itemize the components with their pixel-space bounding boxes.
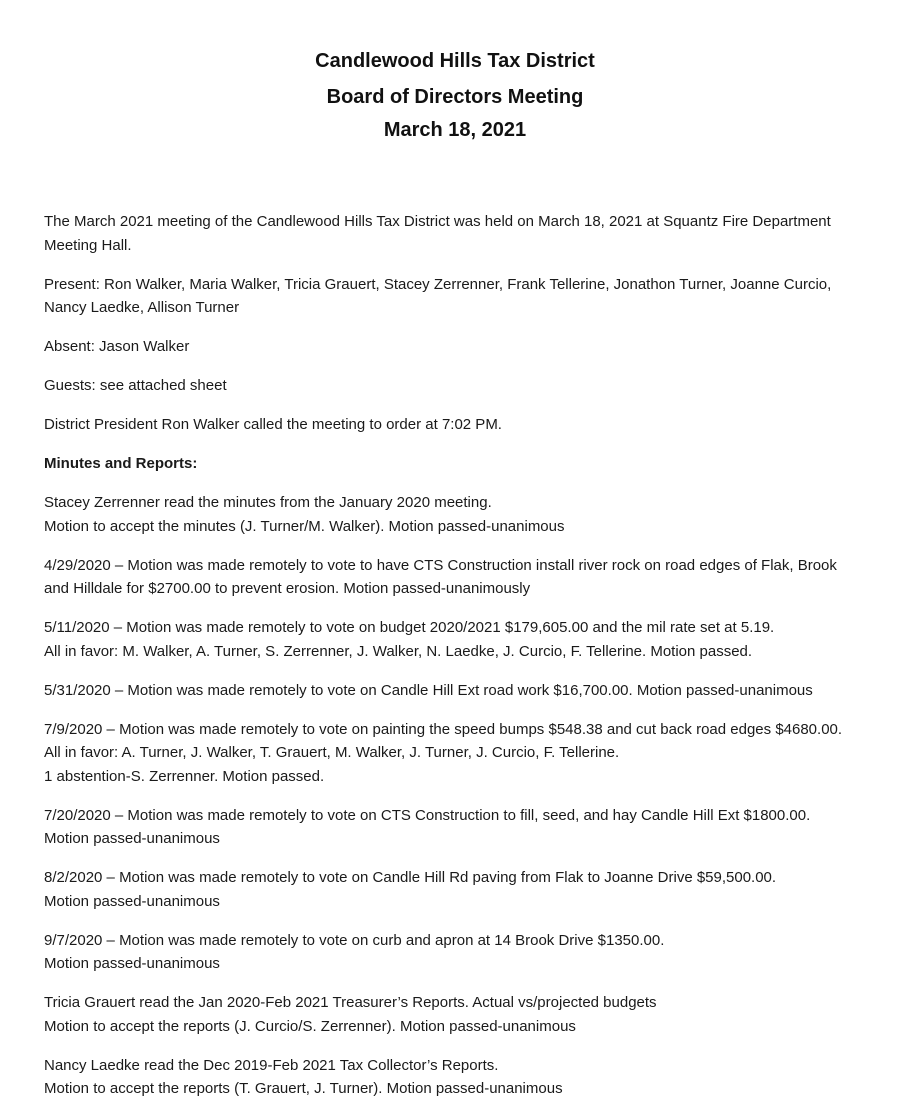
text-line: Tricia Grauert read the Jan 2020-Feb 2021 Treasurer’s Reports. Actual vs/projected budgets [44,994,657,1011]
intro-paragraph [44,210,884,257]
motion-5-11-2020 [44,616,884,663]
motion-8-2-2020 [44,866,884,913]
text-line: 9/7/2020 – Motion was made remotely to vote on curb and apron at 14 Brook Drive $1350.00. [44,931,665,949]
document-subtitle: Board of Directors Meeting [326,86,584,108]
text-line: 7/20/2020 – Motion was made remotely to vote on CTS Construction to fill, seed, and hay Candle Hill Ext $1800.00. [44,806,811,824]
text-line: Motion to accept the reports (J. Curcio/S. Zerrenner). Motion passed-unanimous [44,1017,576,1035]
minutes-paragraph [44,491,884,538]
motion-9-7-2020 [44,929,884,976]
text-line: Motion passed-unanimous [44,955,220,972]
present-paragraph [44,273,884,320]
text-line: Meeting Hall. [44,236,132,254]
text-line: Motion to accept the minutes (J. Turner/M. Walker). Motion passed-unanimous [44,517,565,535]
motion-7-9-2020 [44,718,884,789]
text-line: Absent: Jason Walker [44,338,190,355]
treasurer-report-paragraph [44,991,884,1038]
text-line: Nancy Laedke read the Dec 2019-Feb 2021 Tax Collector’s Reports. [44,1056,499,1074]
text-line: and Hilldale for $2700.00 to prevent erosion. Motion passed-unanimously [44,580,531,597]
text-line: 7/9/2020 – Motion was made remotely to vote on painting the speed bumps $548.38 and cut back road edges $4680.00. [44,720,843,738]
motion-4-29-2020 [44,554,884,601]
text-line: 8/2/2020 – Motion was made remotely to vote on Candle Hill Rd paving from Flak to Joanne Drive $59,500.00. [44,869,777,886]
motion-5-31-2020 [44,679,884,703]
document-body [44,210,884,1116]
motion-7-20-2020 [44,804,884,851]
text-line: Motion passed-unanimous [44,830,220,847]
guests-paragraph [44,374,884,398]
document-title: Candlewood Hills Tax District [315,50,595,72]
text-line: All in favor: M. Walker, A. Turner, S. Zerrenner, J. Walker, N. Laedke, J. Curcio, F. Tellerine. Motion passed. [44,642,753,660]
absent-paragraph [44,335,884,359]
meeting-date: March 18, 2021 [383,119,527,141]
minutes-reports-heading [44,452,884,476]
text-line: 5/11/2020 – Motion was made remotely to vote on budget 2020/2021 $179,605.00 and the mil rate set at 5.19. [44,619,775,636]
text-line: Motion passed-unanimous [44,892,220,910]
text-line: The March 2021 meeting of the Candlewood Hills Tax District was held on March 18, 2021 at Squantz Fire Department [44,213,831,230]
call-to-order-paragraph [44,413,884,437]
text-line: Nancy Laedke, Allison Turner [44,299,240,316]
text-line: Present: Ron Walker, Maria Walker, Tricia Grauert, Stacey Zerrenner, Frank Tellerine, Jonathon Turner, Joanne Curcio, [44,275,832,293]
text-line: Minutes and Reports: [44,455,198,472]
text-line: 1 abstention-S. Zerrenner. Motion passed. [44,767,325,785]
text-line: 4/29/2020 – Motion was made remotely to vote to have CTS Construction install river rock on road edges of Flak, Brook [44,556,837,574]
text-line: Guests: see attached sheet [44,377,227,394]
text-line: All in favor: A. Turner, J. Walker, T. Grauert, M. Walker, J. Turner, J. Curcio, F. Tellerine. [44,744,620,761]
tax-collector-report-paragraph [44,1054,884,1101]
text-line: 5/31/2020 – Motion was made remotely to vote on Candle Hill Ext road work $16,700.00. Motion passed-unanimous [44,681,813,699]
text-line: Motion to accept the reports (T. Grauert, J. Turner). Motion passed-unanimous [44,1080,563,1097]
text-line: Stacey Zerrenner read the minutes from the January 2020 meeting. [44,494,492,511]
text-line: District President Ron Walker called the meeting to order at 7:02 PM. [44,416,502,433]
